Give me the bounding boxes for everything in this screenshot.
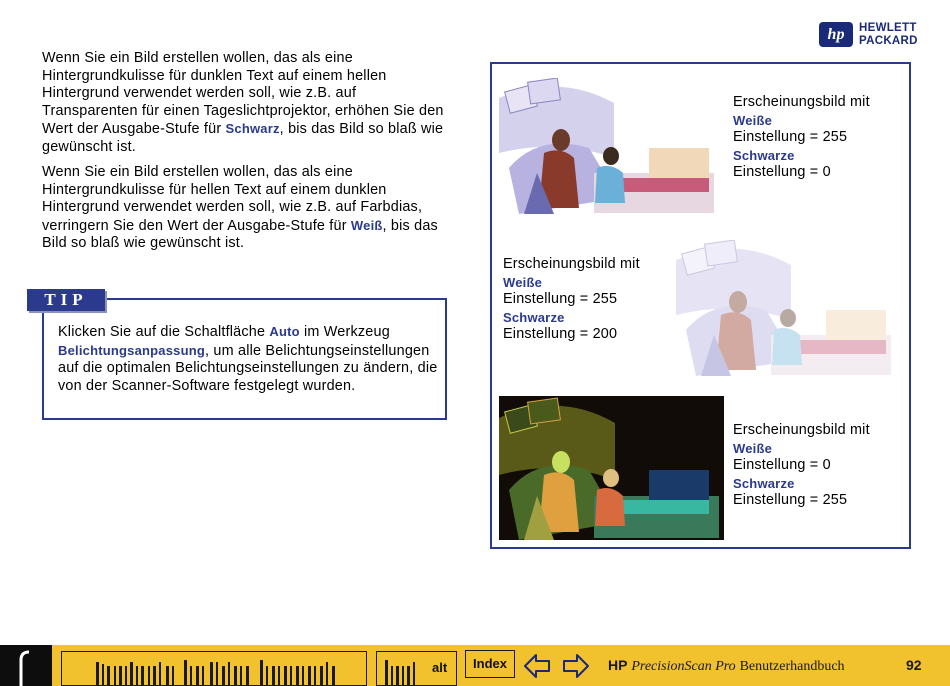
manual-title-rest: Benutzerhandbuch	[739, 659, 845, 674]
hp-logo	[819, 22, 931, 48]
manual-title-brand: HP	[608, 657, 628, 673]
figure-3-white-value: Einstellung = 0	[733, 457, 831, 474]
manual-title-product: PrecisionScan Pro	[631, 659, 736, 674]
hp-logo-text	[859, 22, 918, 47]
figure-2-black-label: Schwarze	[503, 309, 565, 325]
chapter-title-button[interactable]	[61, 651, 367, 686]
sample-image-faded	[676, 240, 898, 376]
tip-text-2: im Werkzeug	[299, 324, 390, 340]
figure-1-white-value: Einstellung = 255	[733, 129, 848, 146]
sample-image-normal	[499, 78, 721, 214]
paragraph-1	[42, 50, 452, 157]
figure-3-caption	[733, 422, 870, 510]
figure-2-black-value: Einstellung = 200	[503, 326, 618, 343]
figure-1-caption	[733, 94, 870, 182]
inhalt-glyphs	[381, 660, 421, 686]
exposure-tool-ref: Belichtungsanpassung	[58, 342, 206, 358]
paragraph-2	[42, 164, 452, 253]
tip-text-3: , um alle Belichtungseinstellungen auf die optimalen Belichtungseinstellungen zu ändern, die von der Scanner-Software festgelegt wurden.	[58, 342, 438, 394]
auto-button-ref: Auto	[269, 324, 300, 339]
figure-3-heading: Erscheinungsbild mit	[733, 422, 870, 438]
schwarz-highlight: Schwarz	[225, 121, 280, 137]
figure-1-black-value: Einstellung = 0	[733, 164, 831, 181]
forward-arrow-icon[interactable]	[562, 653, 590, 679]
hp-logo-badge: hp	[819, 22, 853, 47]
figure-3-black-label: Schwarze	[733, 475, 795, 491]
figure-1-heading: Erscheinungsbild mit	[733, 94, 870, 110]
inhalt-button[interactable]	[376, 651, 457, 686]
figure-2-white-value: Einstellung = 255	[503, 291, 618, 308]
paragraph-2-text-end: , bis das Bild so blaß wie gewünscht ist.	[42, 217, 438, 252]
tip-label: TIP	[27, 289, 105, 311]
figure-3-white-label: Weiße	[733, 440, 773, 456]
figure-2-white-label: Weiße	[503, 274, 543, 290]
paragraph-2-text: Wenn Sie ein Bild erstellen wollen, das als eine Hintergrundkulisse für hellen Text auf einem dunklen Hintergrund verwendet werden soll, wie z.B. auf Farbdias, verringern Sie den Wert der Ausgabe-Stufe für	[42, 164, 423, 234]
figure-3-black-value: Einstellung = 255	[733, 492, 848, 509]
paragraph-1-text-end: , bis das Bild so blaß wie gewünscht ist.	[42, 121, 444, 155]
paragraph-1-text: Wenn Sie ein Bild erstellen wollen, das als eine Hintergrundkulisse für dunklen Text auf einem hellen Hintergrund verwendet werden soll, wie z.B. auf Transparenten für einen Tageslichtprojektor, erhöhen Sie den Wert der Ausgabe-Stufe für	[42, 50, 444, 138]
hp-logo-line2: PACKARD	[859, 34, 918, 47]
sample-image-inverted	[499, 396, 724, 540]
back-arrow-icon[interactable]	[523, 653, 551, 679]
chapter-mark-icon	[18, 650, 32, 686]
figure-2-caption	[503, 256, 640, 344]
index-button[interactable]: Index	[465, 650, 515, 678]
figure-1-black-label: Schwarze	[733, 147, 795, 163]
page-number: 92	[906, 657, 922, 673]
weiss-highlight: Weiß	[350, 217, 383, 233]
manual-title	[608, 657, 845, 675]
chapter-title-glyphs	[62, 652, 367, 686]
figure-2-heading: Erscheinungsbild mit	[503, 256, 640, 272]
tip-text	[58, 323, 443, 395]
inhalt-label: alt	[432, 660, 448, 675]
hp-logo-line1: HEWLETT	[859, 22, 917, 34]
tip-text-1: Klicken Sie auf die Schaltfläche	[58, 324, 270, 340]
figure-1-white-label: Weiße	[733, 112, 773, 128]
